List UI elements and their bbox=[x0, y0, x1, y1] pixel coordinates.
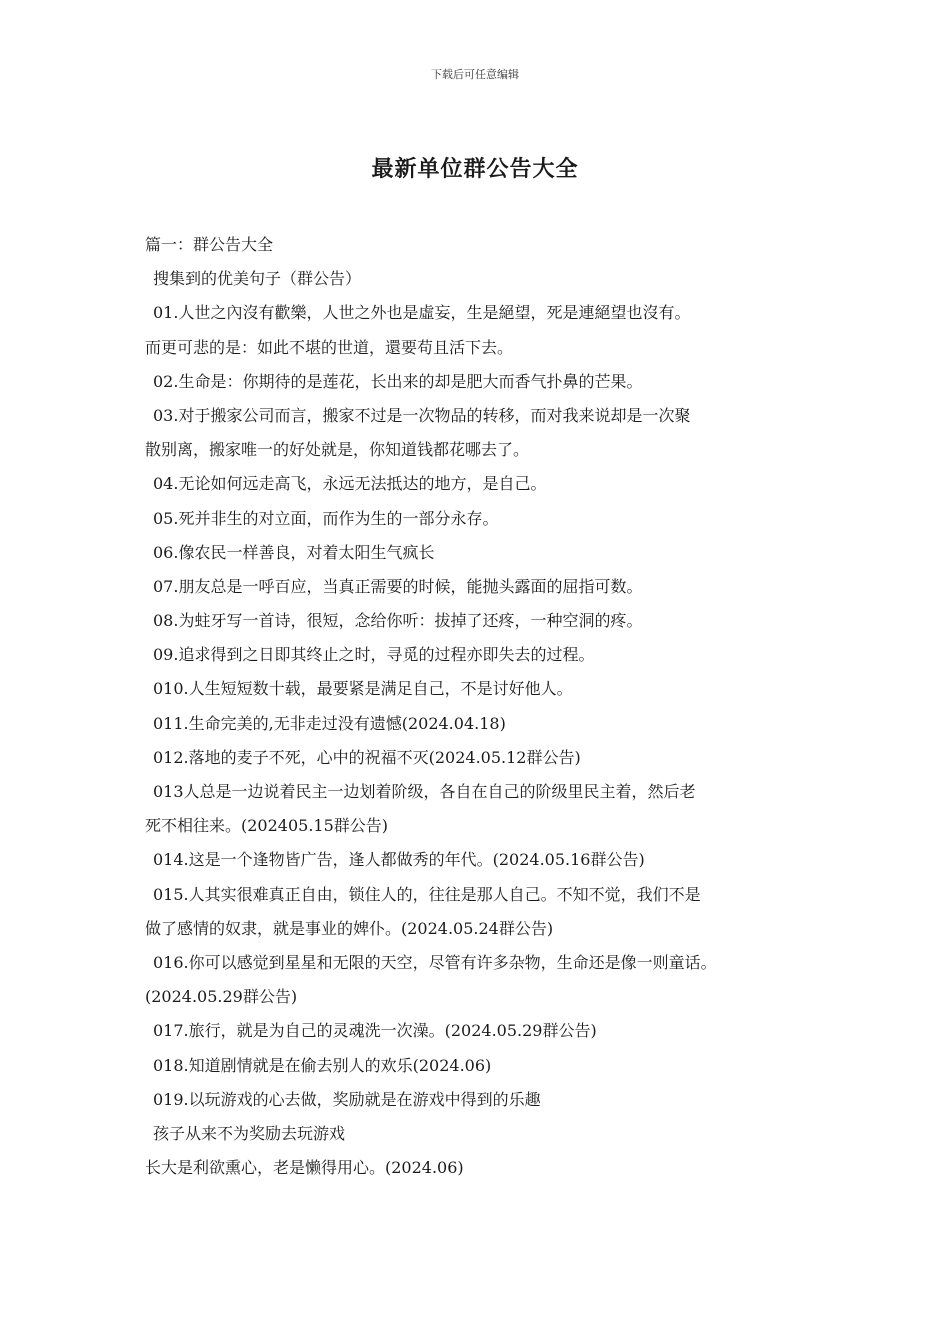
text-line: 长大是利欲熏心，老是懒得用心。(2024.06) bbox=[145, 1158, 464, 1178]
text-line: 03.对于搬家公司而言，搬家不过是一次物品的转移，而对我来说却是一次聚 bbox=[153, 405, 691, 425]
text-line: 09.追求得到之日即其终止之时，寻觅的过程亦即失去的过程。 bbox=[153, 645, 595, 665]
text-line: 07.朋友总是一呼百应，当真正需要的时候，能抛头露面的屈指可数。 bbox=[153, 576, 643, 596]
text-line: (2024.05.29群公告) bbox=[145, 987, 298, 1007]
document-body bbox=[145, 228, 825, 1185]
text-line: 篇一：群公告大全 bbox=[145, 235, 274, 254]
text-line: 做了感情的奴隶，就是事业的婢仆。(2024.05.24群公告) bbox=[145, 918, 554, 938]
text-line: 08.为蛀牙写一首诗，很短，念给你听：拔掉了还疼，一种空洞的疼。 bbox=[153, 611, 643, 631]
text-line: 孩子从来不为奖励去玩游戏 bbox=[153, 1123, 346, 1143]
text-line: 06.像农民一样善良，对着太阳生气疯长 bbox=[153, 542, 435, 562]
text-line: 010.人生短短数十载，最要紧是满足自己，不是讨好他人。 bbox=[153, 679, 573, 699]
text-line: 01.人世之內沒有歡樂，人世之外也是虛妄，生是絕望，死是連絕望也沒有。 bbox=[153, 303, 691, 323]
text-line: 018.知道剧情就是在偷去别人的欢乐(2024.06) bbox=[153, 1055, 492, 1075]
text-line: 而更可悲的是：如此不堪的世道，還要苟且活下去。 bbox=[145, 337, 514, 357]
text-line: 死不相往来。(202405.15群公告) bbox=[145, 816, 389, 836]
text-line: 011.生命完美的,无非走过没有遗憾(2024.04.18) bbox=[153, 713, 506, 733]
text-line: 013人总是一边说着民主一边划着阶级，各自在自己的阶级里民主着，然后老 bbox=[153, 782, 696, 801]
text-line: 017.旅行，就是为自己的灵魂洗一次澡。(2024.05.29群公告) bbox=[153, 1021, 597, 1041]
text-line: 散别离，搬家唯一的好处就是，你知道钱都花哪去了。 bbox=[145, 440, 530, 460]
text-line: 搜集到的优美句子（群公告） bbox=[153, 269, 362, 289]
document-title: 最新单位群公告大全 bbox=[371, 156, 579, 182]
header-note: 下载后可任意编辑 bbox=[431, 68, 519, 81]
text-line: 016.你可以感觉到星星和无限的天空，尽管有许多杂物，生命还是像一则童话。 bbox=[153, 952, 717, 972]
text-line: 015.人其实很难真正自由，锁住人的，往往是那人自己。不知不觉，我们不是 bbox=[153, 884, 701, 904]
text-line: 019.以玩游戏的心去做，奖励就是在游戏中得到的乐趣 bbox=[153, 1089, 541, 1109]
text-line: 04.无论如何远走高飞，永远无法抵达的地方，是自己。 bbox=[153, 474, 547, 494]
text-line: 02.生命是：你期待的是莲花，长出来的却是肥大而香气扑鼻的芒果。 bbox=[153, 371, 643, 391]
text-line: 012.落地的麦子不死，心中的祝福不灭(2024.05.12群公告) bbox=[153, 747, 581, 767]
text-line: 014.这是一个逢物皆广告，逢人都做秀的年代。(2024.05.16群公告) bbox=[153, 850, 645, 870]
text-line: 05.死并非生的对立面，而作为生的一部分永存。 bbox=[153, 508, 499, 528]
